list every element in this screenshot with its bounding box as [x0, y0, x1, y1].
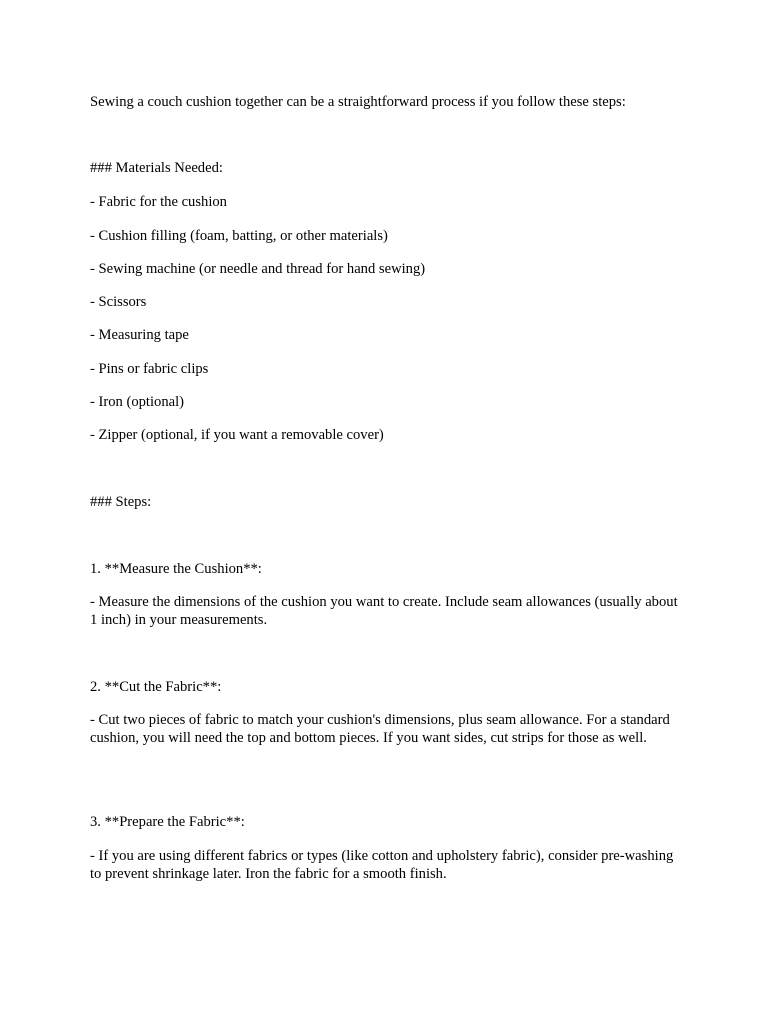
- step-body: - Cut two pieces of fabric to match your cushion's dimensions, plus seam allowance. For a standard cushion, you will need the top and bottom pieces. If you want sides, cut strips for those as well.: [90, 712, 670, 746]
- step-title: 1. **Measure the Cushion**:: [90, 561, 262, 577]
- intro-paragraph: Sewing a couch cushion together can be a straightforward process if you follow these steps:: [90, 94, 626, 110]
- step-body: - If you are using different fabrics or types (like cotton and upholstery fabric), consider pre-washing to prevent shrinkage later. Iron the fabric for a smooth finish.: [90, 848, 674, 882]
- material-item: - Fabric for the cushion: [90, 194, 227, 210]
- step-body: - Measure the dimensions of the cushion you want to create. Include seam allowances (usually about 1 inch) in your measurements.: [90, 594, 678, 628]
- steps-heading: ### Steps:: [90, 494, 152, 510]
- material-item: - Scissors: [90, 294, 147, 310]
- material-item: - Cushion filling (foam, batting, or other materials): [90, 228, 388, 244]
- material-item: - Iron (optional): [90, 394, 185, 410]
- materials-heading: ### Materials Needed:: [90, 160, 223, 176]
- step-title: 3. **Prepare the Fabric**:: [90, 814, 245, 830]
- step-title: 2. **Cut the Fabric**:: [90, 679, 222, 695]
- material-item: - Sewing machine (or needle and thread for hand sewing): [90, 261, 426, 277]
- material-item: - Pins or fabric clips: [90, 361, 209, 377]
- material-item: - Zipper (optional, if you want a removable cover): [90, 427, 384, 443]
- material-item: - Measuring tape: [90, 327, 189, 343]
